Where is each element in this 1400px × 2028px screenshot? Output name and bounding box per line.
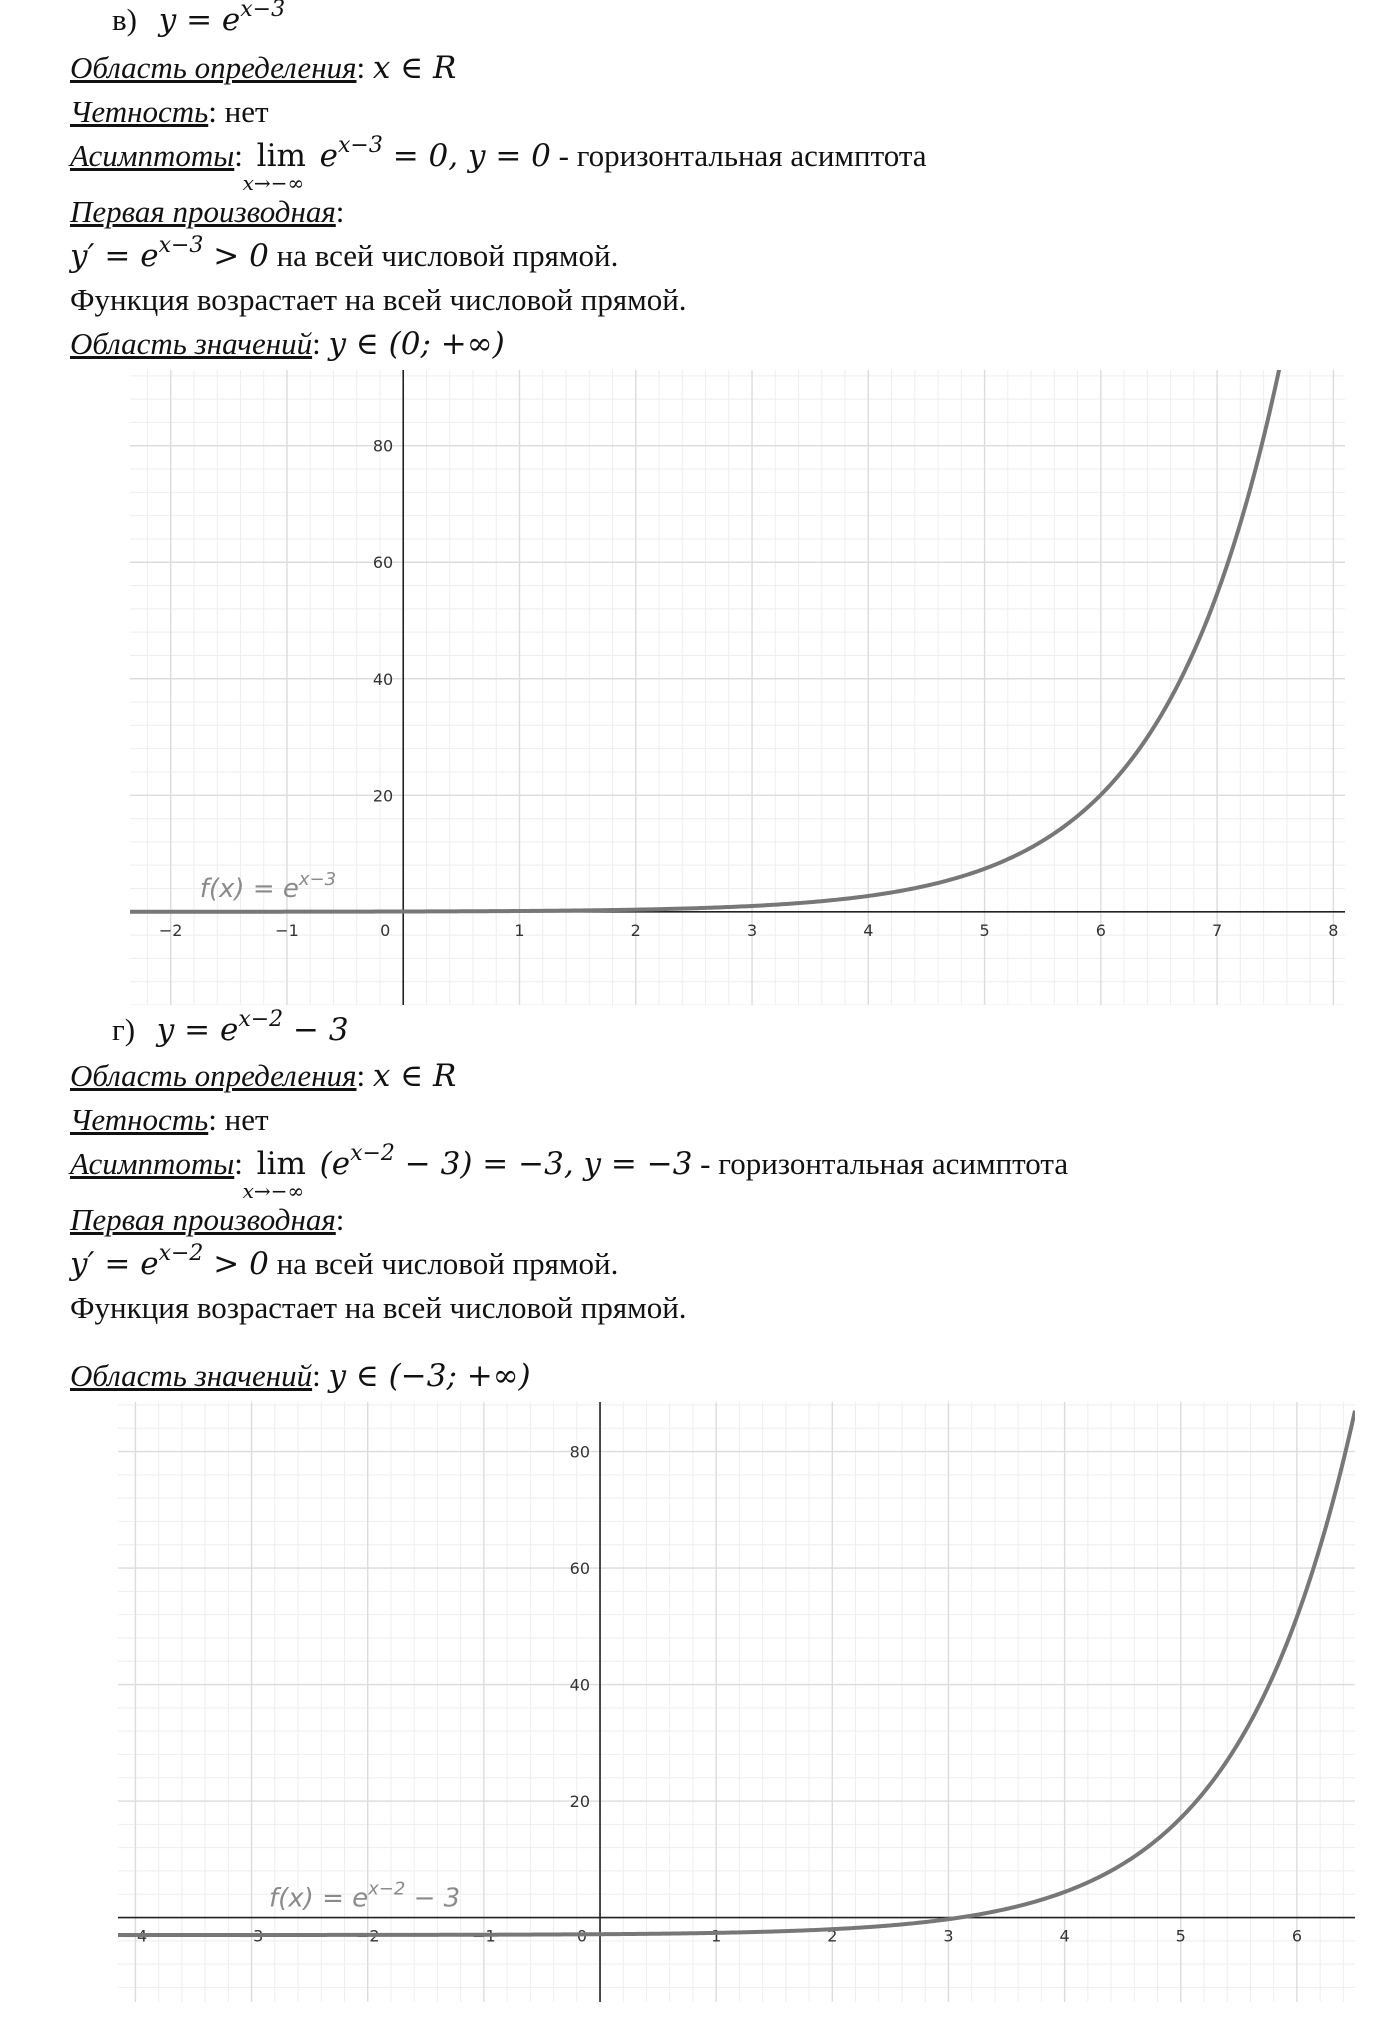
parity-value: нет xyxy=(224,1102,269,1137)
x-tick-label: −4 xyxy=(123,1926,148,1946)
derivative-text: на всей числовой прямой. xyxy=(268,1246,619,1281)
x-tick-label: 7 xyxy=(1212,920,1223,940)
asymptote-label: Асимптоты xyxy=(70,1146,235,1181)
section-g-domain: Область определения: x ∈ R xyxy=(70,1058,457,1094)
derivative-text: на всей числовой прямой. xyxy=(268,238,619,273)
asymptote-label: Асимптоты xyxy=(70,138,235,173)
x-tick-label: −3 xyxy=(239,1926,264,1946)
x-tick-label: 5 xyxy=(1175,1926,1186,1946)
function-curve xyxy=(130,370,1284,912)
asymptote-text: - горизонтальная асимптота xyxy=(692,1146,1069,1181)
x-tick-label: 4 xyxy=(863,920,874,940)
y-tick-label: 20 xyxy=(569,1792,591,1812)
y-tick-label: 20 xyxy=(372,786,394,806)
derivative-math: $y' = e^{x-2} > 0$ xyxy=(70,1241,269,1282)
range-value: y ∈ (0; +∞) xyxy=(328,326,505,362)
section-g-monotonic: Функция возрастает на всей числовой прямой. xyxy=(70,1290,687,1325)
x-tick-label: 3 xyxy=(746,920,758,940)
domain-value: x ∈ R xyxy=(372,1058,457,1094)
section-v-function: $y = e^{x-3}$ xyxy=(158,0,286,38)
y-tick-label: 60 xyxy=(569,1559,591,1579)
derivative-label: Первая производная xyxy=(70,194,336,229)
section-g-heading xyxy=(112,1007,349,1050)
range-value: y ∈ (−3; +∞) xyxy=(328,1358,531,1394)
section-v-heading xyxy=(112,0,285,40)
x-tick-label: 6 xyxy=(1291,1926,1303,1946)
section-v-marker: в) xyxy=(112,2,137,37)
x-tick-label: 1 xyxy=(514,920,525,940)
x-tick-label: 6 xyxy=(1095,920,1106,940)
section-v-range: Область значений: y ∈ (0; +∞) xyxy=(70,326,505,362)
domain-value: x ∈ R xyxy=(372,50,457,86)
y-tick-label: 80 xyxy=(569,1442,591,1462)
graph-exp-x-minus-2-minus-3 xyxy=(118,1402,1355,2002)
section-v-asymptotes: Асимптоты: lim x→−∞ $e^{x-3} = 0$, y = 0 - горизонтальная асимптота xyxy=(70,136,927,176)
y-tick-label: 60 xyxy=(372,553,394,573)
asymptote-expression: $e^{x-3} = 0$, y = 0 xyxy=(319,133,551,174)
derivative-math: $y' = e^{x-3} > 0$ xyxy=(70,233,269,274)
x-tick-label: 1 xyxy=(711,1926,722,1946)
asymptote-expression: $(e^{x-2} - 3) = -3$, y = −3 xyxy=(319,1141,693,1182)
limit-operator: lim x→−∞ xyxy=(257,1144,306,1184)
x-tick-label: −1 xyxy=(275,920,299,940)
section-g-parity: Четность: нет xyxy=(70,1102,269,1137)
x-tick-label: 3 xyxy=(943,1926,954,1946)
x-tick-label: 4 xyxy=(1059,1926,1070,1946)
y-tick-label: 40 xyxy=(372,669,394,689)
section-g-derivative-label: Первая производная: xyxy=(70,1202,345,1237)
graph-exp-x-minus-3 xyxy=(130,370,1345,1005)
section-g-derivative xyxy=(70,1241,619,1284)
parity-label: Четность xyxy=(70,1102,209,1137)
domain-label: Область определения xyxy=(70,1058,357,1093)
section-v-monotonic: Функция возрастает на всей числовой прямой. xyxy=(70,282,687,317)
section-g-asymptotes: Асимптоты: lim x→−∞ $(e^{x-2} - 3) = -3$, y = −3 - горизонтальная асимптота xyxy=(70,1144,1068,1184)
limit-operator: lim x→−∞ xyxy=(257,136,306,176)
function-label: $f(x) = e^{x-2} - 3$ xyxy=(268,1878,461,1914)
x-tick-label: −2 xyxy=(355,1926,380,1946)
x-tick-label: 5 xyxy=(979,920,990,940)
parity-label: Четность xyxy=(70,94,209,129)
limit-subscript: x→−∞ xyxy=(242,171,305,195)
x-tick-label: −2 xyxy=(158,920,183,940)
limit-subscript: x→−∞ xyxy=(242,1179,305,1203)
section-v-derivative-label: Первая производная: xyxy=(70,194,345,229)
asymptote-text: - горизонтальная асимптота xyxy=(550,138,927,173)
section-v-domain: Область определения: x ∈ R xyxy=(70,50,457,86)
section-g-function: $y = e^{x-2} - 3$ xyxy=(156,1007,349,1048)
section-v-parity: Четность: нет xyxy=(70,94,269,129)
function-curve xyxy=(118,1411,1355,1935)
x-tick-label: 0 xyxy=(576,1926,588,1946)
x-tick-label: −1 xyxy=(472,1926,496,1946)
section-g-marker: г) xyxy=(112,1012,136,1047)
domain-label: Область определения xyxy=(70,50,357,85)
range-label: Область значений xyxy=(70,1358,313,1393)
derivative-label: Первая производная xyxy=(70,1202,336,1237)
y-tick-label: 40 xyxy=(569,1675,591,1695)
range-label: Область значений xyxy=(70,326,313,361)
parity-value: нет xyxy=(224,94,269,129)
section-v-derivative xyxy=(70,233,619,276)
y-tick-label: 80 xyxy=(372,436,394,456)
x-tick-label: 2 xyxy=(827,1926,838,1946)
x-tick-label: 2 xyxy=(630,920,641,940)
x-tick-label: 8 xyxy=(1328,920,1339,940)
section-g-range: Область значений: y ∈ (−3; +∞) xyxy=(70,1358,531,1394)
x-tick-label: 0 xyxy=(380,920,391,940)
function-label: $f(x) = e^{x-3}$ xyxy=(199,868,337,904)
